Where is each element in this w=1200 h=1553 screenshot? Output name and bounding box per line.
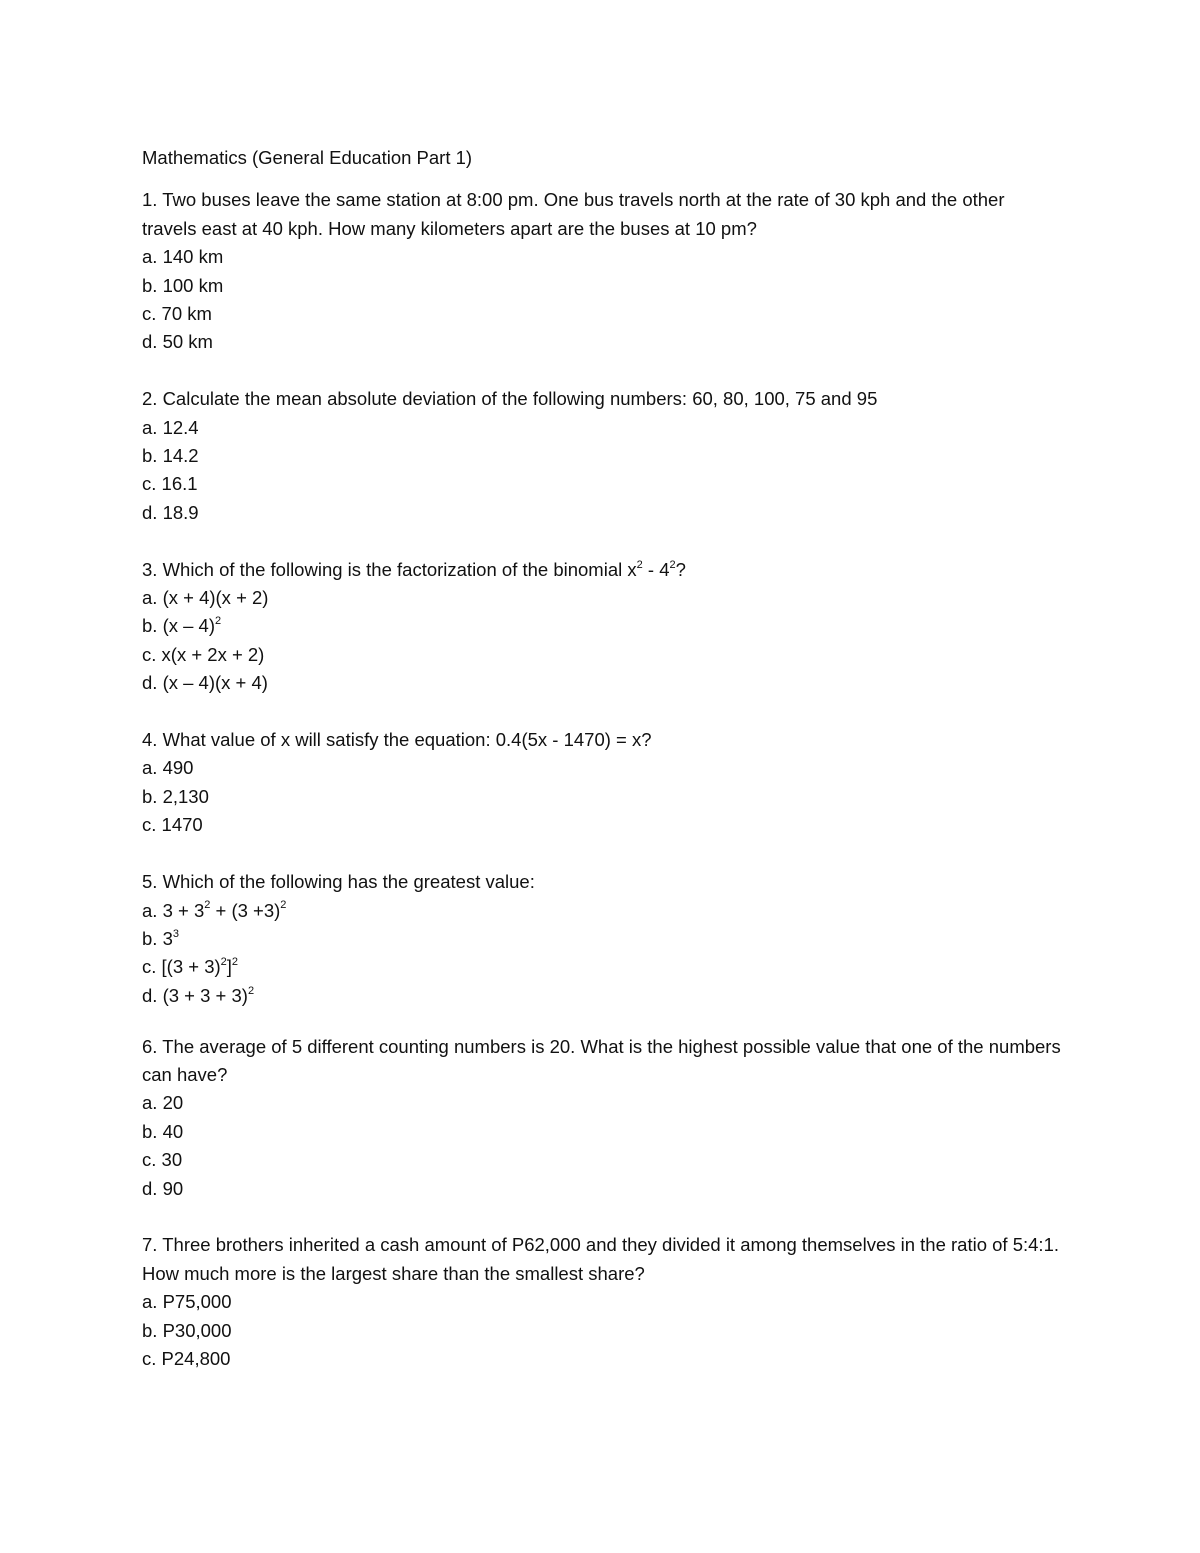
text-part: - 4: [642, 558, 670, 580]
superscript: 2: [636, 558, 643, 571]
option-a: a. (x + 4)(x + 2): [142, 587, 269, 609]
text-part: d. (3 + 3 + 3): [142, 984, 248, 1006]
option-b: b. 14.2: [142, 445, 199, 467]
option-a: a. 140 km: [142, 246, 224, 268]
option-c: c. 30: [142, 1149, 183, 1171]
text-part: c. [(3 + 3): [142, 956, 221, 978]
option-c: c. x(x + 2x + 2): [142, 643, 265, 665]
option-c: c. P24,800: [142, 1347, 231, 1369]
question-text: 5. Which of the following has the greatest value:: [142, 871, 535, 893]
question-text: [142, 556, 1062, 584]
question-text: 2. Calculate the mean absolute deviation of the following numbers: 60, 80, 100, 75 and 95: [142, 388, 878, 410]
question-4: [142, 726, 1062, 840]
text-part: 3. Which of the following is the factorization of the binomial x: [142, 558, 637, 580]
superscript: 2: [280, 899, 287, 912]
question-1: [142, 186, 1062, 356]
superscript: 2: [669, 558, 676, 571]
question-5: [142, 868, 1062, 1010]
option-c: [142, 953, 1062, 981]
superscript: 2: [247, 984, 255, 997]
text-part: ]: [226, 956, 232, 978]
option-b: [142, 925, 1062, 953]
option-d: d. (x – 4)(x + 4): [142, 672, 268, 694]
question-text: 6. The average of 5 different counting numbers is 20. What is the highest possible value that one of the numbers can have?: [142, 1035, 1061, 1085]
option-a: a. 12.4: [142, 416, 199, 438]
superscript: 3: [172, 927, 179, 940]
option-c: c. 1470: [142, 814, 203, 836]
text-part: + (3 +3): [210, 899, 281, 921]
option-d: [142, 982, 1062, 1010]
question-text: 7. Three brothers inherited a cash amount of P62,000 and they divided it among themselves in the ratio of 5:4:1. How much more is the largest share than the smallest share?: [142, 1234, 1059, 1284]
document-title: Mathematics (General Education Part 1): [142, 147, 473, 168]
text-part: b. 3: [142, 927, 173, 949]
option-b: b. 40: [142, 1120, 184, 1142]
option-c: c. 16.1: [142, 473, 198, 495]
question-3: [142, 556, 1062, 698]
superscript: 2: [204, 899, 211, 912]
option-b: b. 2,130: [142, 785, 209, 807]
text-part: a. 3 + 3: [142, 899, 205, 921]
question-2: [142, 385, 1062, 527]
question-text: 1. Two buses leave the same station at 8:00 pm. One bus travels north at the rate of 30 kph and the other travels east at 40 kph. How many kilometers apart are the buses at 10 pm?: [142, 189, 1005, 239]
superscript: 2: [220, 956, 227, 969]
question-6: [142, 1033, 1062, 1203]
document-page: [142, 144, 1062, 1402]
option-a: [142, 897, 1062, 925]
option-b: b. 100 km: [142, 274, 224, 296]
option-b: b. P30,000: [142, 1319, 232, 1341]
question-7: [142, 1231, 1062, 1373]
option-c: c. 70 km: [142, 303, 212, 325]
option-d: d. 90: [142, 1177, 184, 1199]
option-d: d. 18.9: [142, 501, 199, 523]
option-a: a. 490: [142, 757, 194, 779]
superscript: 2: [215, 615, 222, 628]
option-a: a. P75,000: [142, 1291, 232, 1313]
option-a: a. 20: [142, 1092, 184, 1114]
text-part: b. (x – 4): [142, 615, 215, 637]
text-part: ?: [675, 558, 686, 580]
superscript: 2: [231, 956, 239, 969]
question-text: 4. What value of x will satisfy the equation: 0.4(5x - 1470) = x?: [142, 729, 652, 751]
option-b: [142, 612, 1062, 640]
option-d: d. 50 km: [142, 331, 213, 353]
